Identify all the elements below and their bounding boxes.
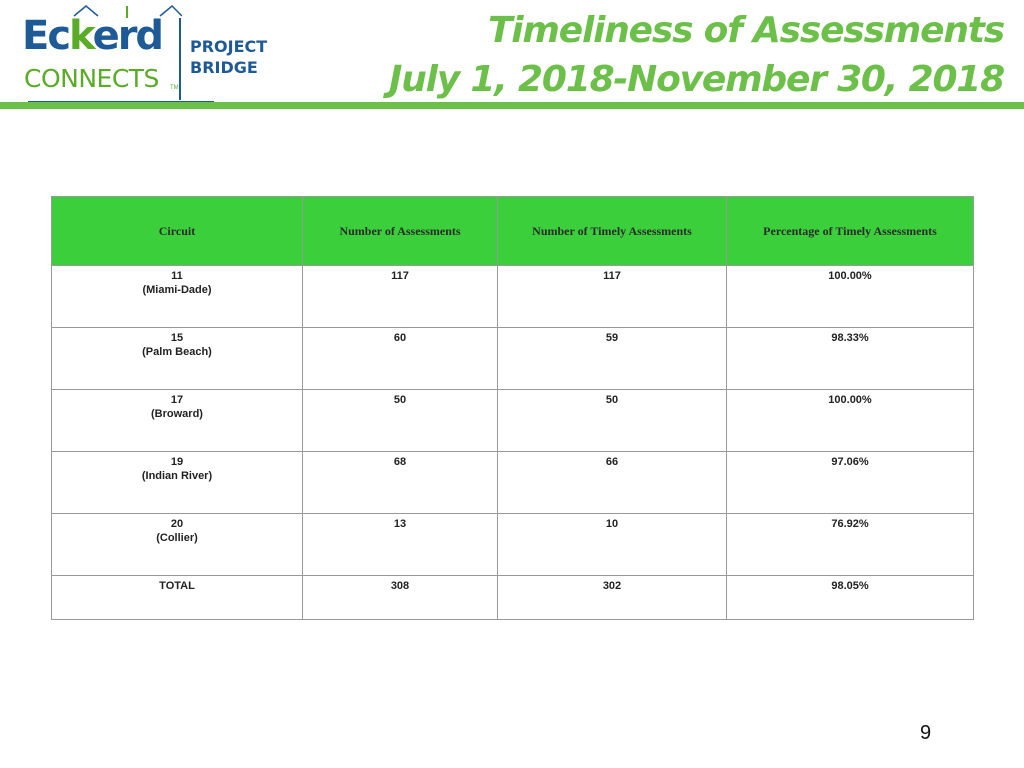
timely-cell: 66 xyxy=(498,452,727,514)
percentage-cell: 97.06% xyxy=(727,452,974,514)
timely-cell: 117 xyxy=(498,266,727,328)
page-number: 9 xyxy=(920,722,932,744)
total-row xyxy=(52,576,974,620)
title-line-1: Timeliness of Assessments xyxy=(487,10,1004,51)
header-rule xyxy=(0,102,1024,109)
table-header-row xyxy=(52,197,974,266)
assessments-cell: 60 xyxy=(303,328,498,390)
timely-cell: 59 xyxy=(498,328,727,390)
percentage-cell: 98.33% xyxy=(727,328,974,390)
table-row xyxy=(52,390,974,452)
assessments-cell: 68 xyxy=(303,452,498,514)
total-assessments: 308 xyxy=(303,576,498,620)
percentage-cell: 100.00% xyxy=(727,266,974,328)
logo-connects: CONNECTS xyxy=(24,64,159,93)
circuit-cell: 20 (Collier) xyxy=(52,514,303,576)
title-line-2: July 1, 2018-November 30, 2018 xyxy=(389,59,1004,100)
logo-project-bridge: PROJECT BRIDGE xyxy=(190,37,268,77)
header-number-of-timely-assessments: Number of Timely Assessments xyxy=(498,197,727,266)
table-row xyxy=(52,266,974,328)
timely-cell: 50 xyxy=(498,390,727,452)
total-percentage: 98.05% xyxy=(727,576,974,620)
assessments-cell: 50 xyxy=(303,390,498,452)
circuit-cell: 15 (Palm Beach) xyxy=(52,328,303,390)
logo-wordmark: Eckerd xyxy=(22,13,163,59)
circuit-cell: 19 (Indian River) xyxy=(52,452,303,514)
header-circuit: Circuit xyxy=(52,197,303,266)
total-label: TOTAL xyxy=(52,576,303,620)
logo-divider xyxy=(179,18,181,100)
table-row xyxy=(52,328,974,390)
assessments-cell: 13 xyxy=(303,514,498,576)
assessments-cell: 117 xyxy=(303,266,498,328)
table-row xyxy=(52,514,974,576)
header-percentage-timely: Percentage of Timely Assessments xyxy=(727,197,974,266)
slide-title xyxy=(389,8,1004,106)
circuit-cell: 17 (Broward) xyxy=(52,390,303,452)
percentage-cell: 76.92% xyxy=(727,514,974,576)
table-row xyxy=(52,452,974,514)
header-number-of-assessments: Number of Assessments xyxy=(303,197,498,266)
total-timely: 302 xyxy=(498,576,727,620)
eckerd-connects-logo xyxy=(22,6,272,104)
logo-trademark: TM xyxy=(170,85,179,91)
assessments-table xyxy=(51,196,974,620)
timely-cell: 10 xyxy=(498,514,727,576)
circuit-cell: 11 (Miami-Dade) xyxy=(52,266,303,328)
percentage-cell: 100.00% xyxy=(727,390,974,452)
